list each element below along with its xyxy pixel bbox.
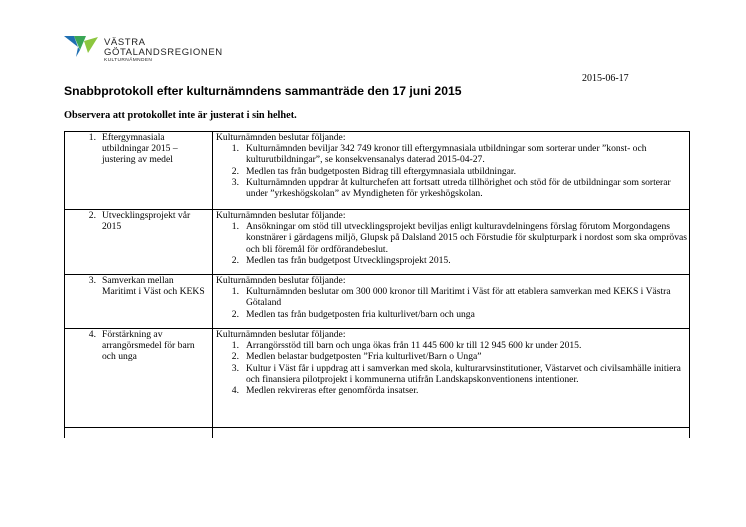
decision-list	[215, 286, 687, 320]
decision-intro: Kulturnämnden beslutar följande:	[216, 275, 346, 286]
decision-cell	[213, 210, 690, 275]
subject-cell	[65, 132, 213, 210]
decision-intro: Kulturnämnden beslutar följande:	[216, 329, 346, 340]
item-subject: Förstärkning av arrangörsmedel för barn och unga	[102, 329, 195, 363]
decision-intro: Kulturnämnden beslutar följande:	[216, 132, 346, 143]
decision-cell	[213, 275, 690, 329]
vgr-logo-icon	[64, 33, 100, 63]
list-item	[215, 177, 687, 199]
list-number: 3.	[231, 362, 239, 374]
list-item	[215, 351, 687, 362]
list-text: Medlen tas från budgetposten fria kulturlivet/barn och unga	[246, 308, 475, 320]
list-number: 1.	[231, 221, 239, 233]
list-text: Medlen rekvireras efter genomförda insatser.	[246, 385, 419, 397]
list-text: Medlen tas från budgetpost Utvecklingsprojekt 2015.	[246, 254, 451, 266]
item-number: 2.	[88, 210, 96, 221]
vgr-logo	[64, 33, 244, 69]
subject-cell	[65, 329, 213, 428]
list-item	[215, 143, 687, 165]
list-number: 1.	[231, 143, 239, 155]
logo-text-department: KULTURNÄMNDEN	[104, 58, 153, 63]
list-number: 1.	[231, 340, 239, 352]
protocol-table	[64, 131, 690, 438]
decision-list	[215, 340, 687, 396]
item-subject: Eftergymnasiala utbildningar 2015 – justering av medel	[102, 132, 178, 166]
logo-text-vastra: VÄSTRA	[104, 37, 146, 48]
table-row	[65, 329, 690, 428]
list-number: 1.	[231, 286, 239, 298]
document-date: 2015-06-17	[582, 73, 629, 84]
item-subject: Utvecklingsprojekt vår 2015	[102, 210, 191, 233]
list-text: Ansökningar om stöd till utvecklingsprojekt beviljas enligt kulturavdelningens förslag förutom Morgondagens konstnärer i gärdagens miljö, Glupsk på Dalsland 2015 och Förstudie för skulpturpark i nordost som ska omprövas och bli föremål för ordförandebeslut.	[246, 221, 687, 255]
decision-cell	[213, 132, 690, 210]
notice-text: Observera att protokollet inte är justerat i sin helhet.	[64, 110, 297, 121]
item-number: 1.	[88, 132, 96, 143]
item-subject: Samverkan mellan Maritimt i Väst och KEKS	[102, 275, 205, 298]
subject-cell	[65, 275, 213, 329]
item-number: 3.	[88, 275, 96, 286]
decision-intro: Kulturnämnden beslutar följande:	[216, 210, 346, 221]
table-row-spacer	[65, 428, 690, 439]
empty-cell	[65, 428, 213, 439]
page-title: Snabbprotokoll efter kulturnämndens sammanträde den 17 juni 2015	[64, 84, 462, 98]
table-row	[65, 132, 690, 210]
decision-list	[215, 143, 687, 199]
list-item	[215, 309, 687, 320]
decision-list	[215, 221, 687, 266]
decision-cell	[213, 329, 690, 428]
list-text: Medlen belastar budgetposten ”Fria kulturlivet/Barn o Unga”	[246, 351, 482, 363]
list-text: Kulturnämnden uppdrar åt kulturchefen att fortsatt utreda tillhörighet och stöd för de utbildningar som sorterar under ”yrkeshögskolan” av Myndigheten för yrkeshögskolan.	[246, 176, 671, 200]
list-item	[215, 340, 687, 351]
list-number: 2.	[231, 254, 239, 266]
logo-text-region: GÖTALANDSREGIONEN	[104, 47, 223, 58]
item-number: 4.	[88, 329, 96, 340]
list-number: 3.	[231, 176, 239, 188]
list-item	[215, 286, 687, 308]
table-row	[65, 210, 690, 275]
list-text: Arrangörsstöd till barn och unga ökas från 11 445 600 kr till 12 945 600 kr under 2015.	[246, 340, 582, 352]
list-item	[215, 385, 687, 396]
list-text: Kulturnämnden beslutar om 300 000 kronor till Maritimt i Väst för att etablera samverkan med KEKS i Västra Götaland	[246, 286, 671, 309]
subject-cell	[65, 210, 213, 275]
list-item	[215, 255, 687, 266]
list-text: Kultur i Väst får i uppdrag att i samverkan med skola, kulturarvsinstitutioner, Västarvet och civilsamhälle initiera och finansiera pilotprojekt i kommunerna utifrån Landskapskonventionens intentioner.	[246, 362, 681, 385]
list-number: 2.	[231, 165, 239, 177]
list-number: 2.	[231, 351, 239, 363]
list-number: 2.	[231, 308, 239, 320]
list-text: Medlen tas från budgetposten Bidrag till eftergymnasiala utbildningar.	[246, 165, 516, 177]
list-item	[215, 166, 687, 177]
list-number: 4.	[231, 385, 239, 397]
empty-cell	[213, 428, 690, 439]
list-item	[215, 363, 687, 385]
list-item	[215, 221, 687, 255]
table-row	[65, 275, 690, 329]
list-text: Kulturnämnden beviljar 342 749 kronor till eftergymnasiala utbildningar som sorterar under ”konst- och kulturutbildningar”, se konsekvensanalys daterad 2015-04-27.	[246, 143, 647, 166]
